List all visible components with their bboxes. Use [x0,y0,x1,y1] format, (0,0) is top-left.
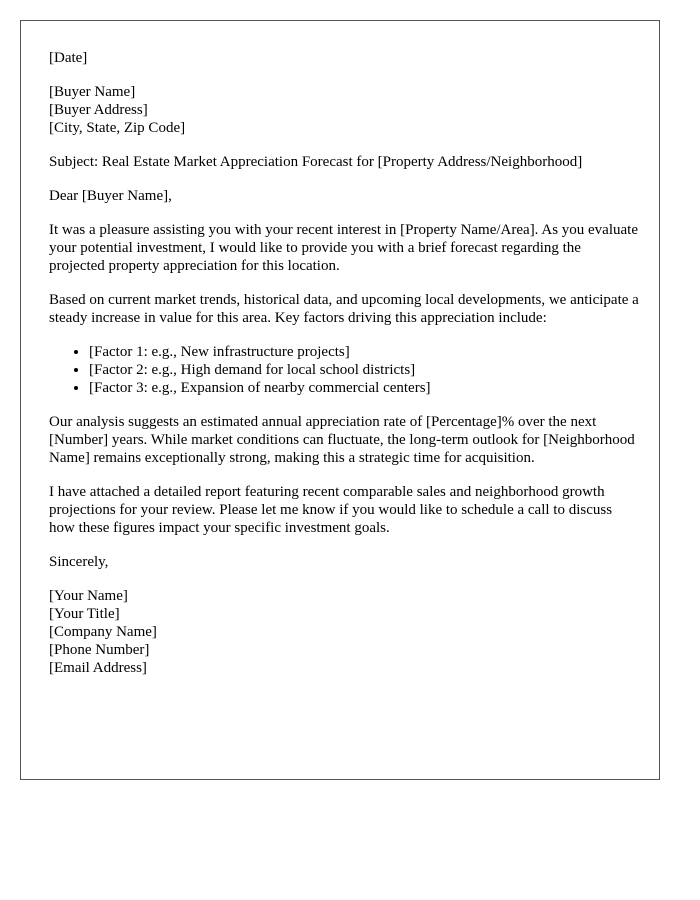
report-paragraph: I have attached a detailed report featuring recent comparable sales and neighborhood growth projections for your review. Please let me know if you would like to schedule a call to discuss how these figures impact your specific investment goals. [49,484,613,536]
sender-title: [Your Title] [49,606,120,622]
letter-salutation: Dear [Buyer Name], [49,188,172,204]
letter-date: [Date] [49,50,88,66]
factors-list [49,343,639,397]
signature-block [49,587,639,677]
sender-name: [Your Name] [49,588,128,604]
sender-company: [Company Name] [49,624,157,640]
sender-email: [Email Address] [49,660,147,676]
factor-item: • [Factor 1: e.g., New infrastructure projects] [89,343,639,361]
letter-closing: Sincerely, [49,554,109,570]
intro-paragraph: It was a pleasure assisting you with your recent interest in [Property Name/Area]. As you evaluate your potential investment, I would like to provide you with a brief forecast regarding the projected property appreciation for this location. [49,222,638,274]
letter-body [49,49,639,693]
buyer-address-block [49,83,639,137]
letter-subject: Subject: Real Estate Market Appreciation Forecast for [Property Address/Neighborhood] [49,154,583,170]
sender-phone: [Phone Number] [49,642,150,658]
buyer-name: [Buyer Name] [49,84,136,100]
analysis-paragraph: Our analysis suggests an estimated annual appreciation rate of [Percentage]% over the next [Number] years. While market conditions can fluctuate, the long-term outlook for [Neighborhood Name] remains exceptionally strong, making this a strategic time for acquisition. [49,414,635,466]
factors-intro-paragraph: Based on current market trends, historical data, and upcoming local developments, we anticipate a steady increase in value for this area. Key factors driving this appreciation include: [49,292,639,326]
letter-page [20,20,660,780]
factor-item: • [Factor 3: e.g., Expansion of nearby commercial centers] [89,379,639,397]
buyer-city-state-zip: [City, State, Zip Code] [49,120,186,136]
buyer-address: [Buyer Address] [49,102,148,118]
factor-item: • [Factor 2: e.g., High demand for local school districts] [89,361,639,379]
